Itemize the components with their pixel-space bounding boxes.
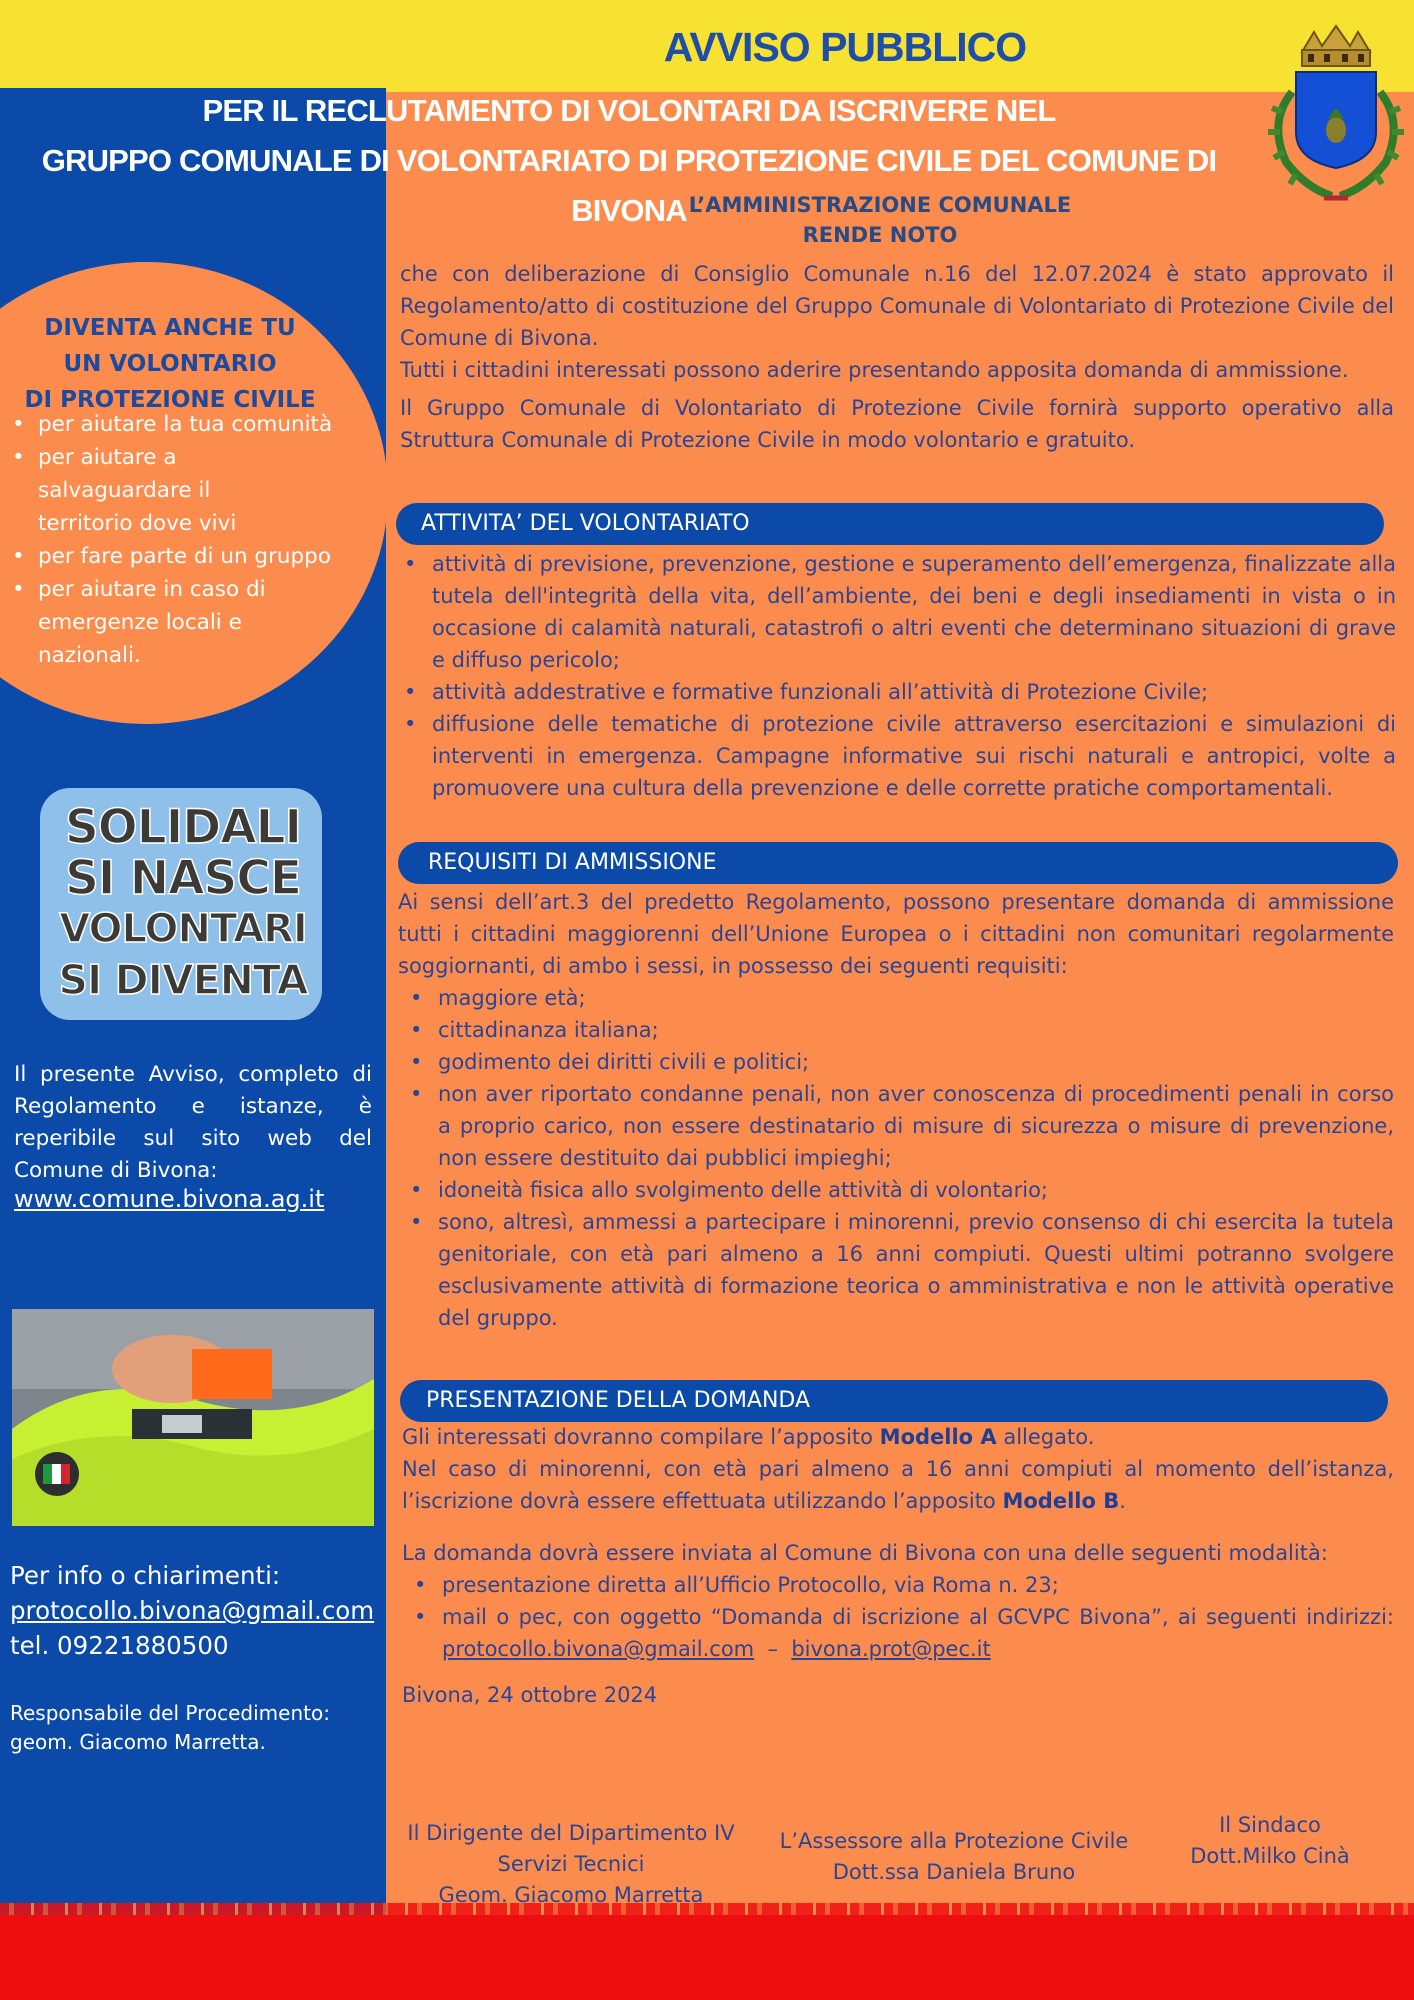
announcement-paragraph-3: Il Gruppo Comunale di Volontariato di Protezione Civile fornirà supporto operativo alla Struttura Comunale di Protezione Civile in modo volontario e gratuito. [400, 396, 1394, 452]
announcement-paragraph-2: Tutti i cittadini interessati possono aderire presentando apposita domanda di ammissione. [400, 358, 1349, 382]
assessore-name: Dott.ssa Daniela Bruno [832, 1860, 1076, 1884]
subtitle-line-1: PER IL RECLUTAMENTO DI VOLONTARI DA ISCRIVERE NEL [202, 93, 1056, 128]
domanda-body [402, 1421, 1394, 1711]
attivita-list [392, 548, 1396, 804]
responsible-name: geom. Giacomo Marretta. [10, 1730, 266, 1754]
notice-title: AVVISO PUBBLICO [663, 24, 1027, 70]
domanda-p2-after: . [1119, 1489, 1126, 1513]
requisiti-item: • cittadinanza italiana; [398, 1014, 1394, 1046]
pec-link[interactable]: bivona.prot@pec.it [791, 1637, 991, 1661]
subtitle-line-2: GRUPPO COMUNALE DI VOLONTARIATO DI PROTEZIONE CIVILE DEL COMUNE DI BIVONA [41, 143, 1217, 228]
dirigente-role: Il Dirigente del Dipartimento IV [407, 1821, 735, 1845]
dirigente-name: Geom. Giacomo Marretta [438, 1883, 704, 1907]
reason-item: • per aiutare a salvaguardare il territorio dove vivi [8, 441, 268, 540]
requisiti-item: • idoneità fisica allo svolgimento delle attività di volontario; [398, 1174, 1394, 1206]
volunteer-reasons-list [8, 408, 380, 672]
announcement-body [400, 258, 1394, 456]
sindaco-role: Il Sindaco [1219, 1813, 1321, 1837]
domanda-p2-text: Nel caso di minorenni, con età pari almeno a 16 anni compiuti al momento dell’istanza, l’iscrizione dovrà essere effettuata utilizzando l’apposito [402, 1457, 1394, 1513]
link-separator: – [754, 1637, 792, 1661]
municipal-crest-icon [1262, 12, 1410, 208]
domanda-section-bar [400, 1380, 1388, 1422]
volunteer-hands-photo [12, 1309, 374, 1526]
announcement-heading [560, 190, 1200, 250]
domanda-p1-after: allegato. [996, 1425, 1095, 1449]
attivita-item: • diffusione delle tematiche di protezione civile attraverso esercitazioni e simulazioni di interventi in emergenza. Campagne informative sui rischi naturali e antropici, volte a promuovere una cultura della prevenzione e delle corrette pratiche comportamentali. [392, 708, 1396, 804]
requisiti-intro: Ai sensi dell’art.3 del predetto Regolamento, possono presentare domanda di ammissione tutti i cittadini maggiorenni dell’Unione Europea o i cittadini non comunitari regolarmente soggiornanti, di ambo i sessi, in possesso dei seguenti requisiti: [398, 890, 1394, 978]
requisiti-title: REQUISITI DI AMMISSIONE [428, 850, 717, 875]
email-link[interactable]: protocollo.bivona@gmail.com [442, 1637, 755, 1661]
volunteer-call-line-1: DIVENTA ANCHE TU [44, 315, 296, 341]
contact-info [10, 1558, 374, 1663]
dirigente-department: Servizi Tecnici [497, 1852, 645, 1876]
domanda-paragraph-1 [402, 1421, 1394, 1453]
volunteer-call-heading [0, 310, 340, 418]
domanda-methods-list [402, 1569, 1394, 1665]
domanda-paragraph-2 [402, 1453, 1394, 1517]
requisiti-body [398, 886, 1394, 1334]
sindaco-name: Dott.Milko Cinà [1190, 1844, 1350, 1868]
attivita-list-container [392, 548, 1396, 804]
requisiti-item: • godimento dei diritti civili e politici; [398, 1046, 1394, 1078]
logo-line: SOLIDALI [64, 800, 302, 855]
website-link[interactable]: www.comune.bivona.ag.it [14, 1185, 325, 1213]
contact-phone: tel. 09221880500 [10, 1631, 229, 1660]
attivita-item: • attività di previsione, prevenzione, gestione e superamento dell’emergenza, finalizzate alla tutela dell'integrità della vita, dell’ambiente, dei beni e degli insediamenti in vista o in occasione di calamità naturali, catastrofi o altri eventi che determinano situazioni di grave e diffuso pericolo; [392, 548, 1396, 676]
requisiti-item: • non aver riportato condanne penali, non aver conoscenza di procedimenti penali in corso a proprio carico, non essere destinatario di misure di sicurezza o misure di prevenzione, non essere destituito dai pubblici impieghi; [398, 1078, 1394, 1174]
solidali-logo [40, 788, 322, 1020]
logo-line: VOLONTARI [59, 906, 307, 952]
domanda-method-item [402, 1601, 1394, 1665]
modello-b-label: Modello B [1002, 1489, 1120, 1513]
announcement-line-2: RENDE NOTO [802, 223, 958, 247]
responsible-info [10, 1699, 330, 1757]
responsible-label: Responsabile del Procedimento: [10, 1701, 330, 1725]
attivita-section-bar [396, 503, 1384, 545]
contact-email-link[interactable]: protocollo.bivona@gmail.com [10, 1596, 375, 1625]
domanda-p1-text: Gli interessati dovranno compilare l’apposito [402, 1425, 880, 1449]
reason-item: • per aiutare in caso di emergenze locali e nazionali. [8, 573, 288, 672]
announcement-paragraph-1: che con deliberazione di Consiglio Comunale n.16 del 12.07.2024 è stato approvato il Regolamento/atto di costituzione del Gruppo Comunale di Volontariato di Protezione Civile del Comune di Bivona. [400, 262, 1394, 350]
requisiti-item: • maggiore età; [398, 982, 1394, 1014]
avviso-info-text: Il presente Avviso, completo di Regolamento e istanze, è reperibile sul sito web del Comune di Bivona: [14, 1062, 372, 1183]
signature-sindaco [1150, 1810, 1390, 1872]
domanda-method-item: • presentazione diretta all’Ufficio Protocollo, via Roma n. 23; [402, 1569, 1394, 1601]
attivita-title: ATTIVITA’ DEL VOLONTARIATO [421, 511, 750, 536]
domanda-method-text: mail o pec, con oggetto “Domanda di iscrizione al GCVPC Bivona”, ai seguenti indirizzi: [442, 1605, 1394, 1629]
attivita-item: • attività addestrative e formative funzionali all’attività di Protezione Civile; [392, 676, 1396, 708]
logo-line: SI DIVENTA [58, 956, 308, 1004]
assessore-role: L’Assessore alla Protezione Civile [779, 1829, 1129, 1853]
announcement-line-1: L’AMMINISTRAZIONE COMUNALE [688, 193, 1072, 217]
signature-assessore [764, 1826, 1144, 1888]
volunteer-reasons [8, 408, 380, 672]
reason-item: • per fare parte di un gruppo [8, 540, 380, 573]
requisiti-list [398, 982, 1394, 1334]
volunteer-call-line-3: DI PROTEZIONE CIVILE [24, 387, 316, 413]
notice-date: Bivona, 24 ottobre 2024 [402, 1683, 658, 1707]
requisiti-section-bar [398, 842, 1398, 884]
red-band [0, 1915, 1414, 2000]
contact-label: Per info o chiarimenti: [10, 1561, 281, 1590]
signature-dirigente [396, 1818, 746, 1911]
domanda-paragraph-3: La domanda dovrà essere inviata al Comune di Bivona con una delle seguenti modalità: [402, 1541, 1328, 1565]
modello-a-label: Modello A [879, 1425, 997, 1449]
volunteer-call-line-2: UN VOLONTARIO [63, 351, 277, 377]
reason-item: • per aiutare la tua comunità [8, 408, 380, 441]
domanda-title: PRESENTAZIONE DELLA DOMANDA [426, 1388, 811, 1413]
logo-line: SI NASCE [65, 851, 301, 906]
solidali-logo-text [58, 802, 308, 1006]
requisiti-item: • sono, altresì, ammessi a partecipare i minorenni, previo consenso di chi esercita la tutela genitoriale, con età pari almeno a 16 anni compiuti. Questi ultimi potranno svolgere esclusivamente attività di formazione teorica o amministrativa e non le attività operative del gruppo. [398, 1206, 1394, 1334]
